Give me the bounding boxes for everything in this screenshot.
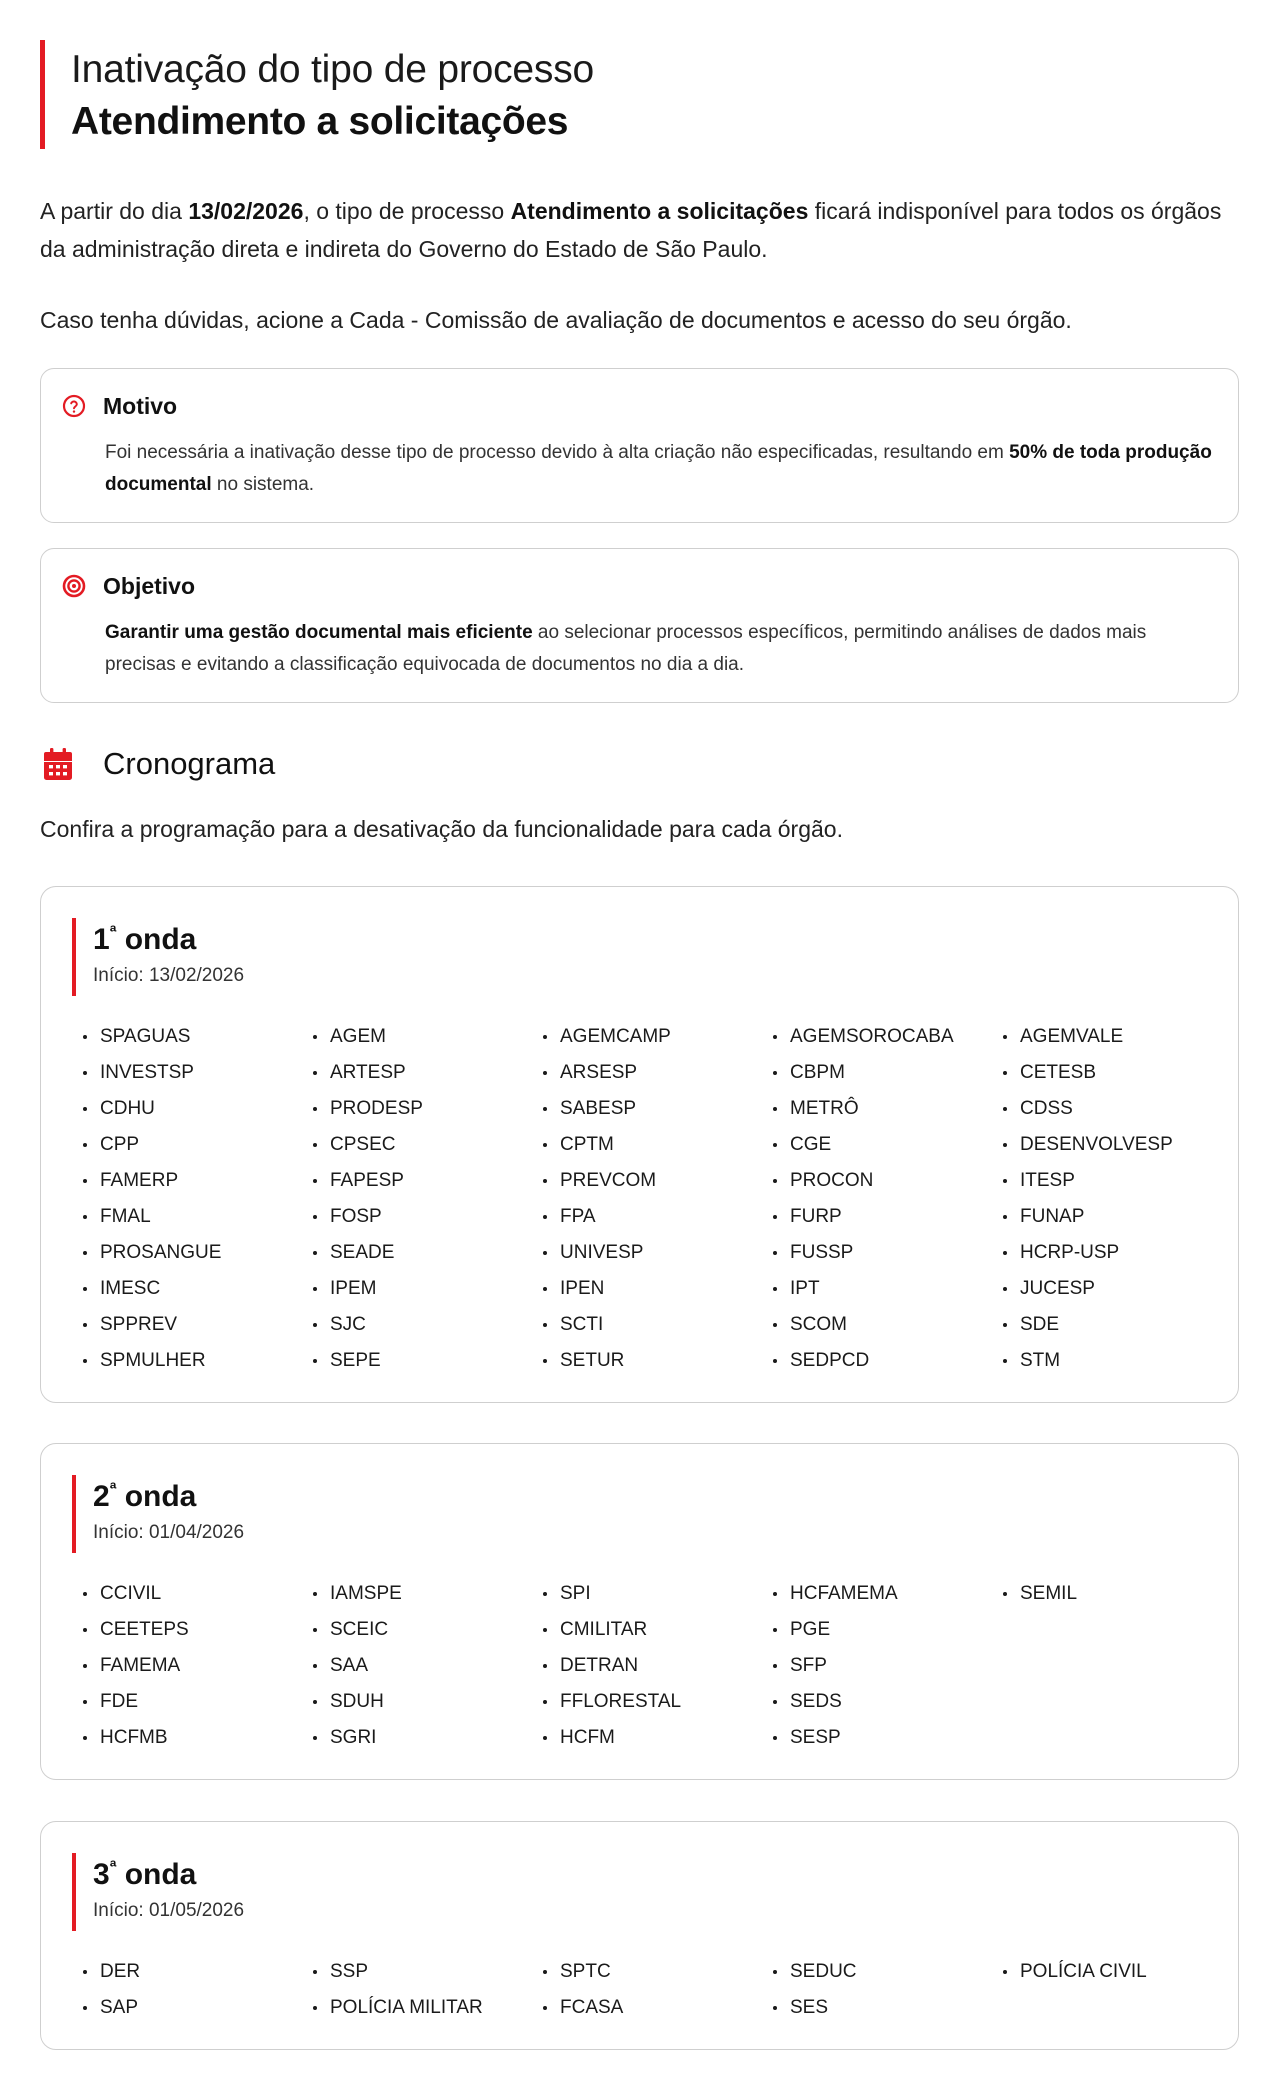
org-name: SAA bbox=[330, 1655, 369, 1676]
bullet-icon bbox=[543, 1179, 547, 1183]
org-name: SEADE bbox=[330, 1242, 395, 1263]
bullet-icon bbox=[1003, 1035, 1007, 1039]
org-list-item bbox=[313, 1720, 543, 1756]
bullet-icon bbox=[313, 1071, 317, 1075]
org-list-item bbox=[313, 1055, 543, 1091]
bullet-icon bbox=[1003, 1287, 1007, 1291]
org-name: FOSP bbox=[330, 1206, 382, 1227]
wave-start-date: Início: 01/04/2026 bbox=[93, 1522, 245, 1543]
org-name: POLÍCIA MILITAR bbox=[330, 1997, 483, 2018]
org-list-item bbox=[543, 1199, 773, 1235]
org-name: IMESC bbox=[100, 1278, 161, 1299]
org-list-item bbox=[313, 1199, 543, 1235]
objetivo-highlight: Garantir uma gestão documental mais eficiente bbox=[105, 622, 533, 643]
org-list-item bbox=[543, 1648, 773, 1684]
org-name: SDUH bbox=[330, 1691, 384, 1712]
bullet-icon bbox=[773, 1359, 777, 1363]
org-list-item bbox=[773, 1576, 1003, 1612]
org-name: FAPESP bbox=[330, 1170, 404, 1191]
org-name: FCASA bbox=[560, 1997, 624, 2018]
org-list-item bbox=[1003, 1954, 1233, 1990]
org-name: ARTESP bbox=[330, 1062, 406, 1083]
motivo-text-part: no sistema. bbox=[211, 474, 315, 495]
wave-number: 1 bbox=[93, 923, 110, 956]
bullet-icon bbox=[1003, 1143, 1007, 1147]
intro-text: A partir do dia bbox=[40, 198, 189, 224]
bullet-icon bbox=[543, 1664, 547, 1668]
org-list-item bbox=[1003, 1091, 1233, 1127]
cronograma-heading bbox=[44, 744, 275, 784]
org-name: PGE bbox=[790, 1619, 831, 1640]
org-name: FUSSP bbox=[790, 1242, 854, 1263]
org-list-item bbox=[83, 1990, 313, 2026]
bullet-icon bbox=[83, 1143, 87, 1147]
bullet-icon bbox=[773, 1035, 777, 1039]
org-list-item bbox=[313, 1127, 543, 1163]
wave-header bbox=[72, 918, 244, 996]
org-list-item bbox=[83, 1343, 313, 1379]
org-name: CCIVIL bbox=[100, 1583, 162, 1604]
org-list-item bbox=[1003, 1343, 1233, 1379]
wave-card-3 bbox=[40, 1821, 1239, 2050]
org-name: SPTC bbox=[560, 1961, 611, 1982]
calendar-icon bbox=[44, 748, 72, 780]
wave-label: onda bbox=[116, 923, 197, 956]
wave-start-date: Início: 13/02/2026 bbox=[93, 965, 245, 986]
bullet-icon bbox=[313, 1215, 317, 1219]
cronograma-title: Cronograma bbox=[103, 746, 276, 781]
org-name: SGRI bbox=[330, 1727, 377, 1748]
bullet-icon bbox=[1003, 1071, 1007, 1075]
bullet-icon bbox=[83, 1664, 87, 1668]
bullet-icon bbox=[773, 1107, 777, 1111]
org-name: SEDS bbox=[790, 1691, 842, 1712]
bullet-icon bbox=[83, 1970, 87, 1974]
org-name: AGEMVALE bbox=[1020, 1026, 1124, 1047]
org-list-item bbox=[1003, 1990, 1233, 2026]
org-list-item bbox=[1003, 1576, 1233, 1612]
org-name: FURP bbox=[790, 1206, 842, 1227]
org-list-item bbox=[773, 1271, 1003, 1307]
page-title-line2: Atendimento a solicitações bbox=[71, 100, 569, 143]
org-name: SCTI bbox=[560, 1314, 604, 1335]
org-list-item bbox=[1003, 1127, 1233, 1163]
org-list-item bbox=[1003, 1235, 1233, 1271]
org-list-item bbox=[83, 1720, 313, 1756]
org-list-item bbox=[83, 1271, 313, 1307]
bullet-icon bbox=[1003, 1359, 1007, 1363]
org-name: INVESTSP bbox=[100, 1062, 194, 1083]
org-name: FPA bbox=[560, 1206, 596, 1227]
org-name: CPP bbox=[100, 1134, 140, 1155]
org-name: POLÍCIA CIVIL bbox=[1020, 1961, 1147, 1982]
org-name: SDE bbox=[1020, 1314, 1060, 1335]
wave-ordinal: ª bbox=[109, 922, 117, 942]
bullet-icon bbox=[773, 1071, 777, 1075]
motivo-header bbox=[62, 391, 177, 421]
org-name: HCFAMEMA bbox=[790, 1583, 898, 1604]
wave-ordinal: ª bbox=[109, 1479, 117, 1499]
wave-title bbox=[93, 921, 244, 959]
org-list-item bbox=[543, 1163, 773, 1199]
org-name: JUCESP bbox=[1020, 1278, 1095, 1299]
org-list-item bbox=[1003, 1612, 1233, 1648]
org-list-item bbox=[313, 1684, 543, 1720]
bullet-icon bbox=[313, 1179, 317, 1183]
org-list-item bbox=[543, 1019, 773, 1055]
bullet-icon bbox=[83, 1323, 87, 1327]
org-name: SES bbox=[790, 1997, 829, 2018]
bullet-icon bbox=[773, 1215, 777, 1219]
org-list-item bbox=[313, 1954, 543, 1990]
org-name: CDSS bbox=[1020, 1098, 1073, 1119]
org-list-item bbox=[543, 1307, 773, 1343]
bullet-icon bbox=[543, 1107, 547, 1111]
org-list-item bbox=[83, 1954, 313, 1990]
motivo-title: Motivo bbox=[103, 393, 178, 419]
org-name: SPAGUAS bbox=[100, 1026, 191, 1047]
org-list-item bbox=[83, 1648, 313, 1684]
bullet-icon bbox=[83, 1592, 87, 1596]
org-name: FDE bbox=[100, 1691, 138, 1712]
bullet-icon bbox=[543, 1736, 547, 1740]
bullet-icon bbox=[1003, 1970, 1007, 1974]
objetivo-text-part: ao selecionar processos específicos, permitindo análises de dados mais precisas e evitando a classificação equivocada de documentos no dia a dia. bbox=[105, 622, 1147, 675]
org-list-item bbox=[543, 1990, 773, 2026]
bullet-icon bbox=[543, 1700, 547, 1704]
bullet-icon bbox=[1003, 1323, 1007, 1327]
org-name: METRÔ bbox=[790, 1098, 859, 1119]
org-name: CBPM bbox=[790, 1062, 845, 1083]
bullet-icon bbox=[543, 1251, 547, 1255]
org-name: IPEM bbox=[330, 1278, 377, 1299]
org-list-item bbox=[543, 1235, 773, 1271]
org-name: CEETEPS bbox=[100, 1619, 189, 1640]
bullet-icon bbox=[313, 1664, 317, 1668]
org-list bbox=[83, 1954, 1233, 2026]
intro-paragraph bbox=[40, 192, 1240, 268]
org-list-item bbox=[773, 1954, 1003, 1990]
bullet-icon bbox=[83, 1287, 87, 1291]
org-list-item bbox=[1003, 1648, 1233, 1684]
org-list-item bbox=[773, 1648, 1003, 1684]
bullet-icon bbox=[313, 1143, 317, 1147]
org-list-item bbox=[543, 1954, 773, 1990]
org-name: HCFM bbox=[560, 1727, 615, 1748]
bullet-icon bbox=[543, 1143, 547, 1147]
bullet-icon bbox=[313, 2006, 317, 2010]
org-name: FFLORESTAL bbox=[560, 1691, 682, 1712]
org-list-item bbox=[773, 1307, 1003, 1343]
bullet-icon bbox=[313, 1700, 317, 1704]
org-list-item bbox=[1003, 1307, 1233, 1343]
org-list-item bbox=[83, 1019, 313, 1055]
org-list-item bbox=[1003, 1199, 1233, 1235]
bullet-icon bbox=[1003, 1592, 1007, 1596]
bullet-icon bbox=[543, 1215, 547, 1219]
org-list-item bbox=[543, 1127, 773, 1163]
org-list-item bbox=[83, 1612, 313, 1648]
org-list bbox=[83, 1019, 1233, 1379]
bullet-icon bbox=[313, 1359, 317, 1363]
bullet-icon bbox=[1003, 1179, 1007, 1183]
wave-start-date: Início: 01/05/2026 bbox=[93, 1900, 245, 1921]
bullet-icon bbox=[83, 1736, 87, 1740]
org-list-item bbox=[773, 1127, 1003, 1163]
bullet-icon bbox=[773, 2006, 777, 2010]
org-name: PROCON bbox=[790, 1170, 874, 1191]
bullet-icon bbox=[543, 2006, 547, 2010]
org-list-item bbox=[543, 1091, 773, 1127]
org-name: UNIVESP bbox=[560, 1242, 644, 1263]
org-name: PROSANGUE bbox=[100, 1242, 222, 1263]
bullet-icon bbox=[543, 1323, 547, 1327]
org-name: CPSEC bbox=[330, 1134, 396, 1155]
bullet-icon bbox=[543, 1970, 547, 1974]
org-list-item bbox=[313, 1019, 543, 1055]
bullet-icon bbox=[543, 1071, 547, 1075]
org-name: CDHU bbox=[100, 1098, 155, 1119]
org-name: AGEMSOROCABA bbox=[790, 1026, 954, 1047]
org-name: AGEM bbox=[330, 1026, 386, 1047]
wave-card-1 bbox=[40, 886, 1239, 1403]
org-name: DETRAN bbox=[560, 1655, 639, 1676]
wave-label: onda bbox=[116, 1480, 197, 1513]
org-name: SCEIC bbox=[330, 1619, 389, 1640]
target-icon bbox=[62, 574, 86, 598]
org-name: HCFMB bbox=[100, 1727, 168, 1748]
org-name: FAMERP bbox=[100, 1170, 179, 1191]
org-list-item bbox=[543, 1684, 773, 1720]
contact-paragraph: Caso tenha dúvidas, acione a Cada - Comissão de avaliação de documentos e acesso do seu órgão. bbox=[40, 307, 1072, 333]
bullet-icon bbox=[83, 1107, 87, 1111]
org-list-item bbox=[313, 1163, 543, 1199]
org-list-item bbox=[773, 1055, 1003, 1091]
org-list-item bbox=[83, 1576, 313, 1612]
bullet-icon bbox=[313, 1287, 317, 1291]
org-name: SEDPCD bbox=[790, 1350, 870, 1371]
org-list-item bbox=[773, 1235, 1003, 1271]
org-name: CPTM bbox=[560, 1134, 614, 1155]
page-header bbox=[40, 40, 594, 149]
bullet-icon bbox=[1003, 1107, 1007, 1111]
bullet-icon bbox=[313, 1628, 317, 1632]
org-name: AGEMCAMP bbox=[560, 1026, 671, 1047]
org-list-item bbox=[83, 1199, 313, 1235]
wave-card-2 bbox=[40, 1443, 1239, 1780]
objetivo-text bbox=[105, 617, 1215, 681]
process-type-name: Atendimento a solicitações bbox=[510, 198, 809, 224]
bullet-icon bbox=[313, 1251, 317, 1255]
org-name: FAMEMA bbox=[100, 1655, 181, 1676]
wave-title bbox=[93, 1478, 244, 1516]
bullet-icon bbox=[1003, 1215, 1007, 1219]
wave-header bbox=[72, 1853, 244, 1931]
cronograma-subtitle: Confira a programação para a desativação da funcionalidade para cada órgão. bbox=[40, 816, 843, 842]
org-list-item bbox=[83, 1127, 313, 1163]
org-list-item bbox=[313, 1307, 543, 1343]
bullet-icon bbox=[83, 1628, 87, 1632]
wave-label: onda bbox=[116, 1858, 197, 1891]
org-name: FMAL bbox=[100, 1206, 151, 1227]
org-name: PREVCOM bbox=[560, 1170, 657, 1191]
org-list-item bbox=[543, 1271, 773, 1307]
org-list-item bbox=[313, 1271, 543, 1307]
org-list-item bbox=[773, 1019, 1003, 1055]
bullet-icon bbox=[773, 1970, 777, 1974]
org-name: SEMIL bbox=[1020, 1583, 1078, 1604]
org-list-item bbox=[773, 1199, 1003, 1235]
org-list-item bbox=[83, 1163, 313, 1199]
org-name: IPT bbox=[790, 1278, 820, 1299]
org-name: STM bbox=[1020, 1350, 1061, 1371]
motivo-card bbox=[40, 368, 1239, 523]
org-name: SPI bbox=[560, 1583, 591, 1604]
bullet-icon bbox=[83, 1035, 87, 1039]
org-list-item bbox=[543, 1055, 773, 1091]
org-list-item bbox=[543, 1720, 773, 1756]
org-list-item bbox=[773, 1163, 1003, 1199]
org-list-item bbox=[313, 1343, 543, 1379]
org-name: SETUR bbox=[560, 1350, 625, 1371]
org-name: SESP bbox=[790, 1727, 841, 1748]
wave-header bbox=[72, 1475, 244, 1553]
wave-number: 2 bbox=[93, 1480, 110, 1513]
bullet-icon bbox=[313, 1970, 317, 1974]
org-name: CETESB bbox=[1020, 1062, 1097, 1083]
org-name: IPEN bbox=[560, 1278, 605, 1299]
org-list-item bbox=[1003, 1684, 1233, 1720]
org-name: DESENVOLVESP bbox=[1020, 1134, 1173, 1155]
org-list-item bbox=[313, 1235, 543, 1271]
bullet-icon bbox=[1003, 1251, 1007, 1255]
org-name: SFP bbox=[790, 1655, 827, 1676]
intro-text: ficará indisponível para todos os órgãos da administração direta e indireta do Governo do Estado de São Paulo. bbox=[40, 198, 1222, 262]
org-list-item bbox=[313, 1091, 543, 1127]
org-name: FUNAP bbox=[1020, 1206, 1085, 1227]
bullet-icon bbox=[543, 1628, 547, 1632]
bullet-icon bbox=[773, 1287, 777, 1291]
page-title-line1: Inativação do tipo de processo bbox=[71, 48, 595, 91]
org-list-item bbox=[83, 1684, 313, 1720]
objetivo-header bbox=[62, 571, 195, 601]
org-list-item bbox=[773, 1343, 1003, 1379]
org-name: SJC bbox=[330, 1314, 366, 1335]
org-list-item bbox=[83, 1235, 313, 1271]
objetivo-title: Objetivo bbox=[103, 573, 196, 599]
bullet-icon bbox=[313, 1736, 317, 1740]
org-list-item bbox=[543, 1576, 773, 1612]
org-list-item bbox=[83, 1091, 313, 1127]
bullet-icon bbox=[773, 1700, 777, 1704]
inactivation-date: 13/02/2026 bbox=[188, 198, 304, 224]
bullet-icon bbox=[313, 1323, 317, 1327]
bullet-icon bbox=[83, 1700, 87, 1704]
org-list-item bbox=[1003, 1019, 1233, 1055]
wave-number: 3 bbox=[93, 1858, 110, 1891]
bullet-icon bbox=[83, 1179, 87, 1183]
wave-title bbox=[93, 1856, 244, 1894]
question-circle-icon bbox=[62, 394, 86, 418]
bullet-icon bbox=[773, 1628, 777, 1632]
bullet-icon bbox=[773, 1179, 777, 1183]
bullet-icon bbox=[83, 1215, 87, 1219]
bullet-icon bbox=[773, 1664, 777, 1668]
org-list-item bbox=[543, 1343, 773, 1379]
org-name: SSP bbox=[330, 1961, 369, 1982]
org-name: DER bbox=[100, 1961, 141, 1982]
org-list-item bbox=[313, 1612, 543, 1648]
org-name: CMILITAR bbox=[560, 1619, 648, 1640]
org-name: HCRP-USP bbox=[1020, 1242, 1120, 1263]
bullet-icon bbox=[773, 1143, 777, 1147]
org-list-item bbox=[773, 1091, 1003, 1127]
bullet-icon bbox=[773, 1323, 777, 1327]
wave-ordinal: ª bbox=[109, 1857, 117, 1877]
bullet-icon bbox=[543, 1359, 547, 1363]
bullet-icon bbox=[773, 1736, 777, 1740]
org-name: PRODESP bbox=[330, 1098, 423, 1119]
org-list-item bbox=[773, 1720, 1003, 1756]
org-name: SABESP bbox=[560, 1098, 637, 1119]
org-list-item bbox=[313, 1576, 543, 1612]
org-name: ITESP bbox=[1020, 1170, 1075, 1191]
bullet-icon bbox=[543, 1035, 547, 1039]
org-list-item bbox=[773, 1612, 1003, 1648]
org-list-item bbox=[1003, 1055, 1233, 1091]
org-list-item bbox=[313, 1990, 543, 2026]
org-list-item bbox=[773, 1684, 1003, 1720]
bullet-icon bbox=[543, 1287, 547, 1291]
org-list bbox=[83, 1576, 1233, 1756]
org-list-item bbox=[1003, 1163, 1233, 1199]
bullet-icon bbox=[83, 1359, 87, 1363]
org-name: SPMULHER bbox=[100, 1350, 206, 1371]
motivo-highlight: 50% de toda produção documental bbox=[105, 442, 1212, 495]
org-name: SAP bbox=[100, 1997, 139, 2018]
org-list-item bbox=[313, 1648, 543, 1684]
org-name: SEDUC bbox=[790, 1961, 857, 1982]
org-list-item bbox=[1003, 1271, 1233, 1307]
bullet-icon bbox=[83, 2006, 87, 2010]
bullet-icon bbox=[313, 1592, 317, 1596]
org-list-item bbox=[773, 1990, 1003, 2026]
org-name: SPPREV bbox=[100, 1314, 178, 1335]
org-name: CGE bbox=[790, 1134, 832, 1155]
objetivo-card bbox=[40, 548, 1239, 703]
bullet-icon bbox=[773, 1251, 777, 1255]
bullet-icon bbox=[313, 1107, 317, 1111]
org-list-item bbox=[543, 1612, 773, 1648]
org-name: ARSESP bbox=[560, 1062, 638, 1083]
bullet-icon bbox=[543, 1592, 547, 1596]
org-name: SEPE bbox=[330, 1350, 381, 1371]
org-name: IAMSPE bbox=[330, 1583, 402, 1604]
org-list-item bbox=[1003, 1720, 1233, 1756]
org-name: SCOM bbox=[790, 1314, 847, 1335]
org-list-item bbox=[83, 1055, 313, 1091]
intro-text: , o tipo de processo bbox=[303, 198, 511, 224]
bullet-icon bbox=[83, 1071, 87, 1075]
bullet-icon bbox=[83, 1251, 87, 1255]
motivo-text bbox=[105, 437, 1215, 501]
bullet-icon bbox=[313, 1035, 317, 1039]
motivo-text-part: Foi necessária a inativação desse tipo de processo devido à alta criação não especificadas, resultando em bbox=[105, 442, 1010, 463]
org-list-item bbox=[83, 1307, 313, 1343]
bullet-icon bbox=[773, 1592, 777, 1596]
